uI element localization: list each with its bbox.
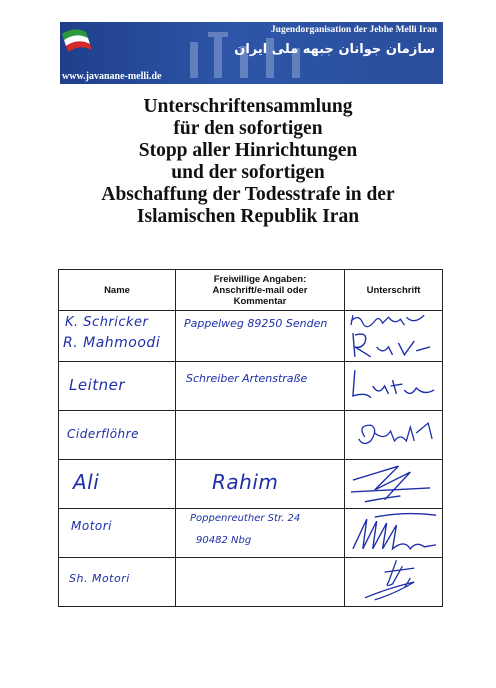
org-name-persian: سازمان جوانان جبهه ملی ایران [234, 42, 435, 57]
title-line: Islamischen Republik Iran [136, 206, 360, 227]
signature-cell [345, 411, 443, 460]
name-cell [59, 362, 176, 411]
handwritten-address: Schreiber Artenstraße [186, 372, 308, 385]
table-row [59, 558, 443, 607]
handwritten-name: Sh. Motori [69, 572, 130, 585]
handwritten-name: Motori [71, 519, 113, 533]
title-line: Abschaffung der Todesstrafe in der [101, 184, 395, 205]
info-cell [176, 558, 345, 607]
info-header-line: Freiwillige Angaben: [213, 273, 307, 285]
signature-table [58, 269, 443, 607]
page-title [20, 96, 476, 228]
website-url[interactable]: www.javanane-melli.de [62, 71, 162, 82]
handwritten-name: Ciderflöhre [67, 427, 139, 441]
handwritten-signature [345, 509, 442, 557]
info-cell [176, 311, 345, 362]
table-row [59, 460, 443, 509]
title-line: Stopp aller Hinrichtungen [138, 140, 358, 161]
info-cell [176, 509, 345, 558]
signature-cell [345, 362, 443, 411]
signature-cell [345, 460, 443, 509]
column-header-info [176, 270, 345, 311]
handwritten-signature [345, 362, 442, 410]
iran-flag-icon [62, 24, 96, 58]
table-row [59, 509, 443, 558]
name-cell [59, 558, 176, 607]
title-line: und der sofortigen [171, 162, 325, 183]
handwritten-address: Pappelweg 89250 Senden [184, 317, 328, 330]
handwritten-comment: Rahim [212, 470, 279, 494]
header-banner [60, 22, 443, 84]
handwritten-signature [345, 411, 442, 459]
name-cell [59, 460, 176, 509]
name-cell [59, 509, 176, 558]
org-name-german: Jugendorganisation der Jebhe Melli Iran [270, 25, 437, 35]
handwritten-signature [345, 311, 442, 361]
column-header-signature: Unterschrift [345, 270, 443, 311]
handwritten-signature [345, 558, 442, 606]
handwritten-name: K. Schricker [65, 315, 149, 330]
handwritten-name: Ali [73, 470, 100, 494]
table-row [59, 362, 443, 411]
handwritten-name: Leitner [69, 376, 126, 394]
info-cell [176, 362, 345, 411]
info-header-line: Kommentar [233, 295, 287, 307]
signature-cell [345, 311, 443, 362]
name-cell [59, 311, 176, 362]
signature-cell [345, 509, 443, 558]
info-header-line: Anschrift/e-mail oder [212, 284, 308, 296]
handwritten-address: Poppenreuther Str. 24 [190, 513, 301, 524]
table-row [59, 311, 443, 362]
title-line: für den sofortigen [173, 118, 323, 139]
info-cell [176, 411, 345, 460]
signature-cell [345, 558, 443, 607]
column-header-name: Name [59, 270, 176, 311]
info-cell [176, 460, 345, 509]
title-line: Unterschriftensammlung [143, 96, 353, 117]
table-row [59, 411, 443, 460]
name-cell [59, 411, 176, 460]
handwritten-signature [345, 460, 442, 508]
handwritten-name: R. Mahmoodi [63, 335, 161, 351]
handwritten-address: 90482 Nbg [196, 535, 252, 546]
